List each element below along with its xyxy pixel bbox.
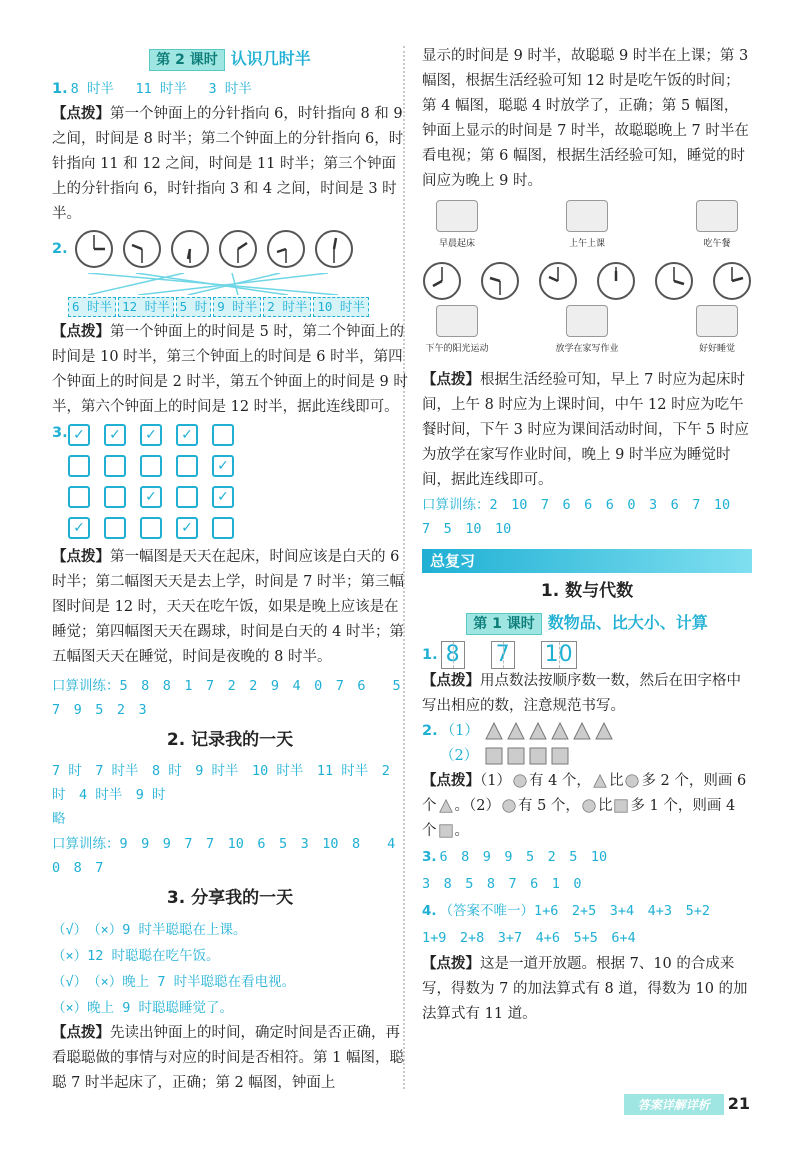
q1-answer-text: 8 时半 11 时半 3 时半 [70, 81, 252, 97]
section-title: 2. 记录我的一天 [166, 730, 294, 750]
clock-row [74, 229, 408, 269]
time-option: 9 时半 [213, 297, 261, 317]
square-icon [507, 747, 525, 765]
clock-icon [266, 229, 306, 269]
review-lesson-heading [422, 610, 752, 637]
checkbox-checked[interactable]: ✓ [68, 517, 90, 539]
clock-icon [712, 261, 752, 301]
clock-icon [122, 229, 162, 269]
picture-caption: 下午的阳光运动 [425, 344, 489, 354]
oral-training-2: 口算训练：9 9 9 7 7 10 6 5 3 10 8 4 0 8 7 [52, 836, 409, 876]
checkbox-checked[interactable]: ✓ [176, 517, 198, 539]
checkbox[interactable] [140, 517, 162, 539]
right-column [422, 44, 758, 1027]
illustration-icon [436, 200, 478, 232]
r4-line1 [422, 898, 752, 925]
tip-text: 有 4 个， [528, 773, 591, 789]
tip-label: 【点拨】 [52, 106, 110, 122]
q1-number: 1. [52, 81, 68, 97]
checkbox[interactable] [104, 455, 126, 477]
q3-number: 3. [52, 425, 68, 441]
checkbox[interactable] [212, 424, 234, 446]
tip-text: 这是一道开放题。根据 7、10 的合成来写，得数为 7 的加法算式有 8 道，得数为 10 的加法算式有 11 道。 [422, 956, 748, 1022]
checkbox[interactable] [104, 486, 126, 508]
q2-number: 2. [52, 241, 68, 257]
clock-icon [538, 261, 578, 301]
unit-title: 1. 数与代数 [540, 581, 634, 601]
checkbox-checked[interactable]: ✓ [140, 486, 162, 508]
section2-answers: 7 时 7 时半 8 时 9 时半 10 时半 11 时半 2 时 4 时半 9 时 [52, 763, 390, 803]
clock-icon [654, 261, 694, 301]
checkbox-checked[interactable]: ✓ [140, 424, 162, 446]
picture-caption: 早晨起床 [438, 239, 475, 249]
section3-line: （√） （×）9 时半聪聪在上课。 [52, 922, 247, 938]
tian-grid-cell: 10 [541, 641, 577, 669]
r3-number: 3. [422, 849, 437, 865]
picture-class [552, 200, 622, 257]
footer-brand: 答案详解详析 [624, 1094, 724, 1115]
checkbox[interactable] [176, 455, 198, 477]
tip-label: 【点拨】 [422, 673, 480, 689]
r4-tip [422, 952, 752, 1027]
tip-text: 第一个钟面上的时间是 5 时，第二个钟面上的时间是 10 时半，第三个钟面上的时间是 6 时半，第四个钟面上的时间是 2 时半，第五个钟面上的时间是 9 时半，第六个钟面上的时间是 12 时半，据此连线即可。 [52, 324, 408, 415]
triangle-icon [485, 722, 503, 740]
checkbox-checked[interactable]: ✓ [68, 424, 90, 446]
time-option: 5 时 [176, 297, 212, 317]
square-icon [485, 747, 503, 765]
triangle-icon [507, 722, 525, 740]
tip-text: 比 [608, 773, 624, 789]
checkbox[interactable] [68, 455, 90, 477]
checkbox-checked[interactable]: ✓ [212, 486, 234, 508]
illustration-icon [696, 305, 738, 337]
tip-text: 第一个钟面上的分针指向 6，时针指向 8 和 9 之间，时间是 8 时半；第二个钟面上的分针指向 6，时针指向 11 和 12 之间，时间是 11 时半；第三个钟面上的分针指向 6，时针指向 3 和 4 之间，时间是 3 时半。 [52, 106, 404, 222]
checkbox-checked[interactable]: ✓ [104, 424, 126, 446]
illustration-icon [436, 305, 478, 337]
q2-matching [52, 229, 408, 320]
tip-text: 根据生活经验可知，早上 7 时应为起床时间，上午 8 时应为上课时间，中午 12 时应为吃午餐时间，下午 3 时应为课间活动时间，下午 5 时应为放学在家写作业时间，晚上 9 时半应为睡觉时间，据此连线即可。 [422, 372, 749, 488]
tip-text: 。（2） [454, 798, 500, 814]
q3-tip [52, 545, 408, 670]
r4-answer: （答案不唯一）1+6 2+5 3+4 4+3 5+2 [439, 903, 710, 919]
triangle-icon [573, 722, 591, 740]
tip-text: 第一幅图是天天在起床，时间应该是白天的 6 时半；第二幅图天天是去上学，时间是 7 时半；第三幅图时间是 12 时，天天在吃午饭，如果是晚上应该是在睡觉；第四幅图天天在踢球，时间是白天的 4 时半；第五幅图天天在睡觉，时间是夜晚的 8 时半。 [52, 549, 404, 665]
section3-tip [52, 1021, 408, 1096]
time-option: 12 时半 [118, 297, 174, 317]
tip-text: 先读出钟面上的时间，确定时间是否正确，再看聪聪做的事情与对应的时间是否相符。第 1 幅图，聪聪 7 时半起床了，正确；第 2 幅图，钟面上 [52, 1025, 404, 1091]
picture-caption: 放学在家写作业 [555, 344, 619, 354]
q2-tip [52, 320, 408, 420]
oral-training-3: 口算训练：2 10 7 6 6 6 0 3 6 7 10 7 5 10 10 [422, 497, 758, 537]
circle-icon [625, 774, 639, 788]
picture-caption: 好好睡觉 [698, 344, 735, 354]
r2-tip [422, 769, 752, 844]
oral-training-1: 口算训练：5 8 8 1 7 2 2 9 4 0 7 6 5 7 9 5 2 3 [52, 678, 415, 718]
activity-pictures-top [422, 200, 752, 257]
r4-number: 4. [422, 903, 437, 919]
section-title: 3. 分享我的一天 [166, 888, 294, 908]
illustration-icon [566, 305, 608, 337]
tip-text: 多 1 个，则画 4 个 [422, 798, 736, 839]
circle-icon [513, 774, 527, 788]
page-number: 21 [727, 1094, 750, 1113]
r2-part1 [422, 719, 752, 744]
r2-part2-label: （2） [440, 748, 479, 764]
tip-text: 。 [454, 823, 469, 839]
tip-text: 比 [597, 798, 613, 814]
section2-omitted: 略 [52, 811, 66, 827]
illustration-icon [696, 200, 738, 232]
triangle-icon [595, 722, 613, 740]
checkbox[interactable] [212, 517, 234, 539]
tip-label: 【点拨】 [52, 1025, 110, 1041]
continued-text: 显示的时间是 9 时半，故聪聪 9 时半在上课；第 3 幅图，根据生活经验可知 12 时是吃午饭的时间；第 4 幅图，聪聪 4 时放学了，正确；第 5 幅图，钟面上显示的时间是 7 时半，故聪聪晚上 7 时半在看电视；第 6 幅图，根据生活经验可知，睡觉的时间应为晚上 9 时。 [422, 48, 749, 189]
q1-tip [52, 102, 408, 227]
checkbox-grid [68, 424, 408, 539]
r2-number: 2. [422, 723, 438, 739]
page-footer [624, 1094, 750, 1115]
tip-text: 用点数法按顺序数一数，然后在田字格中写出相应的数，注意规范书写。 [422, 673, 741, 714]
triangle-icon [529, 722, 547, 740]
circle-icon [502, 799, 516, 813]
tip-label: 【点拨】 [52, 549, 110, 565]
tip-label: 【点拨】 [422, 956, 480, 972]
square-icon [614, 799, 628, 813]
activity-pictures-bottom [422, 305, 752, 362]
picture-sports [422, 305, 492, 362]
r1-tip [422, 669, 752, 719]
lesson-title: 认识几时半 [230, 49, 311, 68]
q1-answer [52, 77, 408, 102]
tip-label: 【点拨】 [52, 324, 110, 340]
r1-number: 1. [422, 647, 438, 663]
clock-icon [422, 261, 462, 301]
clock-icon [74, 229, 114, 269]
review-bar-label: 总复习 [430, 552, 476, 570]
tip-text: 有 5 个， [517, 798, 580, 814]
picture-homework [552, 305, 622, 362]
r3-answer: 6 8 9 9 5 2 5 10 [439, 849, 608, 865]
right-tip [422, 368, 752, 493]
match-lines [68, 273, 388, 295]
section3-line: （×）12 时聪聪在吃午饭。 [52, 948, 220, 964]
section3-line: （×）晚上 9 时聪聪睡觉了。 [52, 1000, 234, 1016]
lesson-heading [52, 46, 408, 73]
time-option: 10 时半 [313, 297, 369, 317]
section3-line: （√） （×）晚上 7 时半聪聪在看电视。 [52, 974, 296, 990]
lesson-badge: 第 1 课时 [466, 613, 542, 635]
r1-answer [422, 641, 752, 669]
r3-line1 [422, 844, 752, 871]
r2-part2 [422, 744, 752, 769]
picture-wake-up [422, 200, 492, 257]
r4-line2: 1+9 2+8 3+7 4+6 5+5 6+4 [422, 930, 636, 946]
clock-icon [480, 261, 520, 301]
checkbox-checked[interactable]: ✓ [176, 424, 198, 446]
lesson-badge: 第 2 课时 [149, 49, 225, 71]
clock-row-right [422, 261, 752, 301]
time-option: 6 时半 [68, 297, 116, 317]
square-icon [439, 824, 453, 838]
tip-text: 多 2 个，则画 6 个 [422, 773, 747, 814]
checkbox[interactable] [140, 455, 162, 477]
picture-caption: 吃午餐 [703, 239, 731, 249]
time-option: 2 时半 [263, 297, 311, 317]
triangle-icon [439, 799, 453, 813]
triangle-icon [551, 722, 569, 740]
picture-sleep [682, 305, 752, 362]
clock-icon [218, 229, 258, 269]
r2-part1-label: （1） [440, 723, 479, 739]
lesson-title: 数物品、比大小、计算 [547, 613, 708, 632]
square-icon [529, 747, 547, 765]
tian-grid-cell: 7 [491, 641, 515, 669]
r3-line2: 3 8 5 8 7 6 1 0 [422, 876, 582, 892]
time-options [68, 295, 408, 320]
clock-icon [170, 229, 210, 269]
checkbox[interactable] [104, 517, 126, 539]
clock-icon [596, 261, 636, 301]
square-icon [551, 747, 569, 765]
tip-text: （1） [480, 773, 511, 789]
illustration-icon [566, 200, 608, 232]
q3-checkboxes [52, 424, 408, 539]
tian-grid-cell: 8 [441, 641, 465, 669]
triangle-icon [593, 774, 607, 788]
review-bar [422, 549, 752, 573]
tip-label: 【点拨】 [422, 773, 480, 789]
picture-lunch [682, 200, 752, 257]
checkbox-checked[interactable]: ✓ [212, 455, 234, 477]
picture-caption: 上午上课 [568, 239, 605, 249]
left-column [52, 44, 415, 1096]
tip-label: 【点拨】 [422, 372, 480, 388]
checkbox[interactable] [68, 486, 90, 508]
clock-icon [314, 229, 354, 269]
circle-icon [582, 799, 596, 813]
checkbox[interactable] [176, 486, 198, 508]
